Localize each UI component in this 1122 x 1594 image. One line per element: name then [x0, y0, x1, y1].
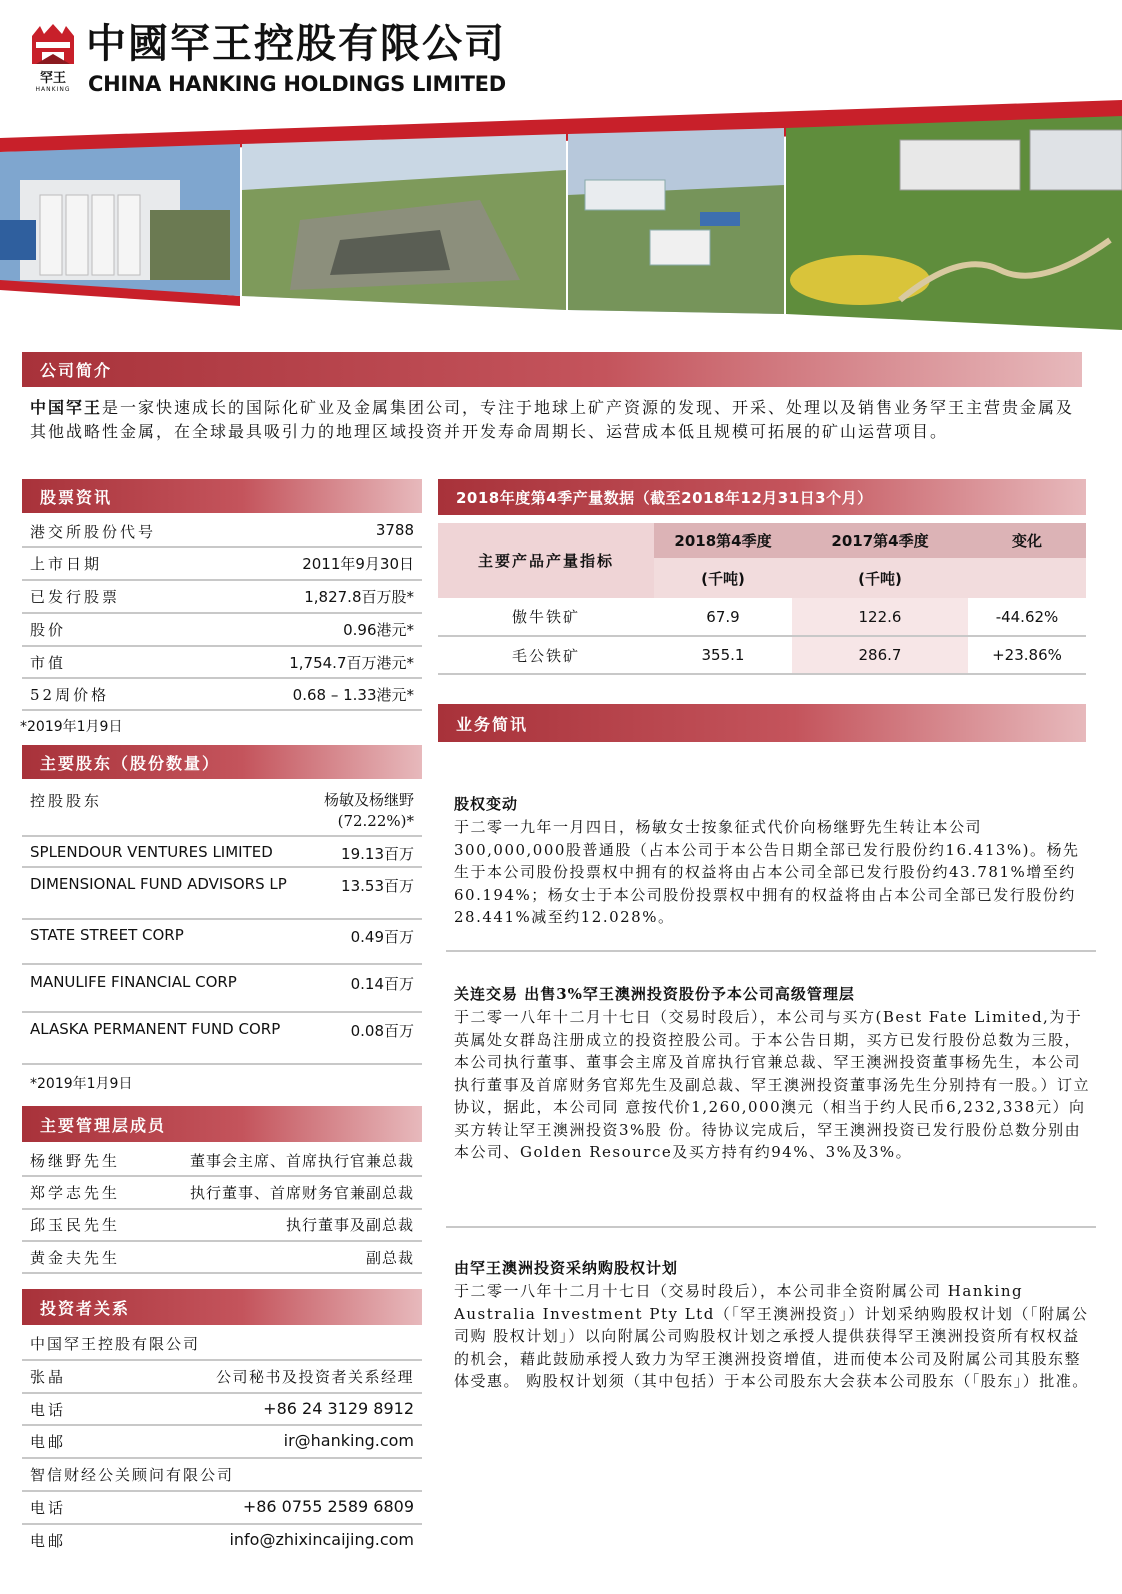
shareholder-row: ALASKA PERMANENT FUND CORP 0.08百万: [30, 1020, 414, 1040]
logo-text: 罕王: [39, 71, 66, 86]
intro-text: [30, 396, 1090, 444]
manager-row: 杨继野先生 董事会主席、首席执行官兼总裁: [30, 1152, 414, 1170]
photo-mine-plant: [0, 144, 240, 296]
production-unit-2018: (千吨): [654, 558, 792, 598]
production-header-label: 主要产品产量指标: [438, 523, 654, 598]
shareholder-row: 控股股东 杨敏及杨继野 (72.22%)*: [30, 791, 414, 830]
ir-phone2: 电话 +86 0755 2589 6809: [30, 1497, 414, 1517]
ir-email1[interactable]: 电邮 ir@hanking.com: [30, 1431, 414, 1451]
stock-title: 股票资讯: [22, 479, 422, 513]
production-row: 毛公铁矿 355.1 286.7 +23.86%: [438, 636, 1086, 674]
shareholder-row: DIMENSIONAL FUND ADVISORS LP 13.53百万: [30, 875, 414, 895]
ir-contact: 张晶 公司秘书及投资者关系经理: [30, 1368, 414, 1386]
intro-body: 是一家快速成长的国际化矿业及金属集团公司，专注于地球上矿产资源的发现、开采、处理以及销售业务罕王主营贵金属及其他战略性金属，在全球最具吸引力的地理区域投资并开发寿命周期长、运营成本低且规模可拓展的矿山运营项目。: [30, 398, 1075, 441]
stock-row-issued: 已发行股票 1,827.8百万股*: [30, 588, 414, 606]
shareholder-row: STATE STREET CORP 0.49百万: [30, 926, 414, 946]
news-text: 于二零一八年十二月十七日（交易时段后），本公司非全资附属公司 Hanking Australia Investment Pty Ltd（「罕王澳洲投资」）计划采纳购股权计划（「附属公司购 股权计划」）以向附属公司购股权计划之承授人提供获得罕王澳洲投资所有权权益的机会，藉此鼓励承授人致力为罕王澳洲投资增值，进而使本公司及附属公司其股东整体受惠。 购股权计划须（其中包括）于本公司股东大会获本公司股东（「股东」）批准。: [454, 1282, 1089, 1390]
stock-row-listing: 上市日期 2011年9月30日: [30, 555, 414, 573]
stock-row-52w: 52周价格 0.68 – 1.33港元*: [30, 686, 414, 704]
production-col-2017: 2017第4季度: [792, 523, 968, 558]
production-title: 2018年度第4季产量数据（截至2018年12月31日3个月）: [438, 479, 1086, 515]
production-table: [438, 523, 1086, 675]
manager-row: 邱玉民先生 执行董事及副总裁: [30, 1216, 414, 1234]
production-col-change: 变化: [968, 523, 1086, 558]
logo-sub: HANKING: [35, 86, 71, 93]
news-heading: 由罕王澳洲投资采纳购股权计划: [454, 1259, 679, 1277]
banner: [0, 100, 1122, 330]
company-name-cn: 中國罕王控股有限公司: [86, 21, 506, 67]
production-unit-2017: (千吨): [792, 558, 968, 598]
photo-open-pit: [242, 134, 566, 310]
production-col-2018: 2018第4季度: [654, 523, 792, 558]
stock-row-price: 股价 0.96港元*: [30, 621, 414, 639]
shareholders-note: *2019年1月9日: [30, 1076, 133, 1092]
news-item-connected-transaction: [454, 983, 1090, 1164]
news-heading: 股权变动: [454, 795, 519, 813]
management-title: 主要管理层成员: [22, 1106, 422, 1142]
manager-row: 郑学志先生 执行董事、首席财务官兼副总裁: [30, 1184, 414, 1202]
news-item-equity-change: [454, 793, 1090, 929]
shareholder-row: SPLENDOUR VENTURES LIMITED 19.13百万: [30, 843, 414, 863]
manager-row: 黄金夫先生 副总裁: [30, 1249, 414, 1267]
photo-green-park: [786, 116, 1122, 330]
shareholders-title: 主要股东（股份数量）: [22, 745, 422, 779]
news-text: 于二零一九年一月四日，杨敏女士按象征式代价向杨继野先生转让本公司300,000,000股普通股（占本公司于本公告日期全部已发行股份约16.413%)。杨先生于本公司股份投票权中拥有的权益将由占本公司全部已发行股份约43.781%增至约60.194%；杨女士于本公司股份投票权中拥有的权益将由占本公司全部已发行股份约28.441%减至约12.028%。: [454, 818, 1080, 926]
ir-phone1: 电话 +86 24 3129 8912: [30, 1399, 414, 1419]
stock-row-code: 港交所股份代号 3788: [30, 521, 414, 541]
intro-lead: 中国罕王: [30, 398, 103, 417]
shareholder-row: MANULIFE FINANCIAL CORP 0.14百万: [30, 973, 414, 993]
company-logo: [30, 24, 76, 94]
company-name-en: CHINA HANKING HOLDINGS LIMITED: [88, 72, 506, 96]
stock-note: *2019年1月9日: [20, 719, 123, 735]
ir-company2: 智信财经公关顾问有限公司: [30, 1466, 235, 1484]
photo-office-compound: [568, 128, 784, 314]
stock-row-mktcap: 市值 1,754.7百万港元*: [30, 654, 414, 672]
intro-title: 公司简介: [22, 352, 1082, 387]
news-item-share-option: [454, 1257, 1090, 1393]
production-row: 傲牛铁矿 67.9 122.6 -44.62%: [438, 598, 1086, 636]
news-heading: 关连交易 出售3%罕王澳洲投资股份予本公司高级管理层: [454, 985, 855, 1003]
ir-email2[interactable]: 电邮 info@zhixincaijing.com: [30, 1530, 414, 1550]
business-title: 业务简讯: [438, 704, 1086, 742]
ir-company1: 中国罕王控股有限公司: [30, 1335, 201, 1353]
news-text: 于二零一八年十二月十七日（交易时段后），本公司与买方(Best Fate Limited,为于英属处女群岛注册成立的投资控股公司。于本公告日期，买方已发行股份总数为三股，本公司执行董事、董事会主席及首席执行官兼总裁、罕王澳洲投资董事杨先生，本公司执行董事及首席财务官郑先生及副总裁、罕王澳洲投资董事汤先生分别持有一股。）订立协议，据此，本公司同 意按代价1,260,000澳元（相当于约人民币6,232,338元）向买方转让罕王澳洲投资3%股 份。待协议完成后，罕王澳洲投资已发行股份总数分别由本公司、Golden Resource及买方持有约94%、3%及3%。: [454, 1008, 1091, 1161]
ir-title: 投资者关系: [22, 1289, 422, 1325]
